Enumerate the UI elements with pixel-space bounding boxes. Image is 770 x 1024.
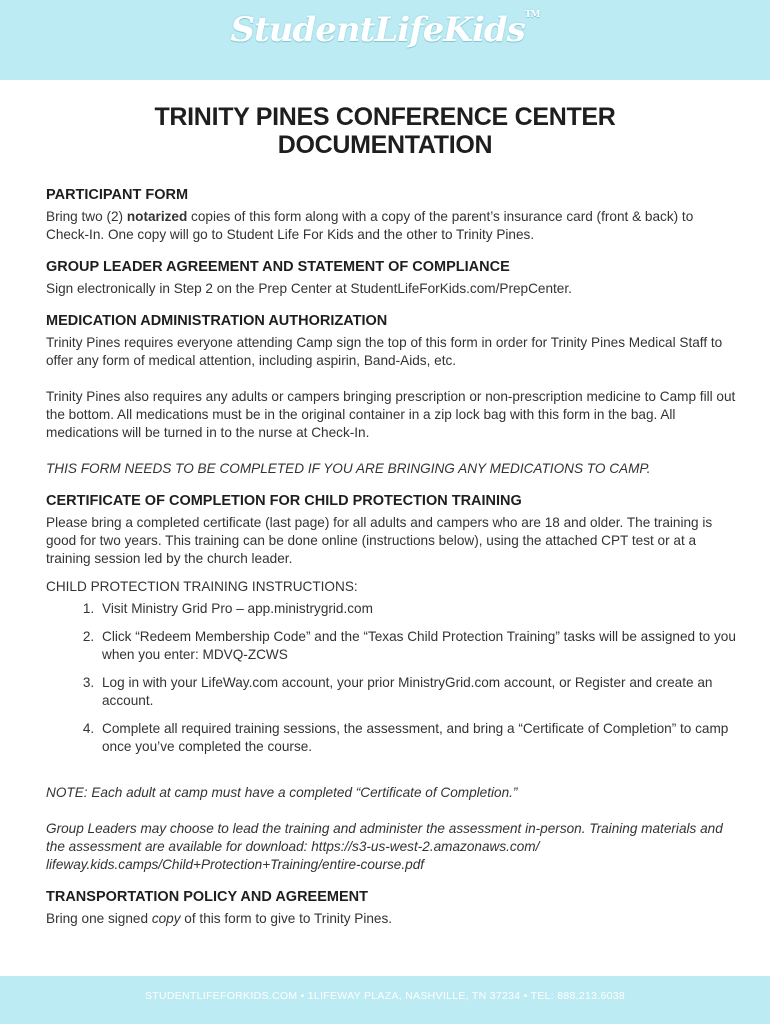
logo-trademark: TM xyxy=(524,10,540,20)
certificate-text: Please bring a completed certificate (last page) for all adults and campers who are 18 and older. The training is good for two years. This training can be done online (instructions below), using the attached CPT test or at a training session led by the church leader. xyxy=(46,515,713,566)
list-item: 4. Complete all required training sessions, the assessment, and bring a “Certificate of Completion” to camp once you’ve completed the course. xyxy=(98,720,736,756)
participant-form-text xyxy=(46,208,736,244)
title-line-2: DOCUMENTATION xyxy=(277,131,493,159)
document-body xyxy=(46,186,736,928)
footer-text: STUDENTLIFEFORKIDS.COM • 1LIFEWAY PLAZA, NASHVILLE, TN 37234 • TEL: 888.213.6038 xyxy=(144,990,626,1002)
logo-text: StudentLifeKids xyxy=(230,10,525,50)
transportation-text xyxy=(46,910,736,928)
group-leaders-note: Group Leaders may choose to lead the training and administer the assessment in-person. Training materials and the assessment are available for download: https://s3-us-west-2.amazonaws.com/ lifeway.kids.camps/Child+Protection+Training/entire-course.pdf xyxy=(46,821,723,872)
participant-text-start: Bring two (2) xyxy=(46,209,127,224)
medication-notice: THIS FORM NEEDS TO BE COMPLETED IF YOU ARE BRINGING ANY MEDICATIONS TO CAMP. xyxy=(46,461,651,476)
participant-text-bold: notarized xyxy=(126,209,188,224)
logo xyxy=(0,10,770,50)
instructions-list xyxy=(46,600,736,756)
title-line-1: TRINITY PINES CONFERENCE CENTER xyxy=(154,103,616,131)
group-leader-heading: GROUP LEADER AGREEMENT AND STATEMENT OF COMPLIANCE xyxy=(46,259,510,275)
participant-form-heading: PARTICIPANT FORM xyxy=(46,187,189,203)
list-item: 1. Visit Ministry Grid Pro – app.ministrygrid.com xyxy=(98,600,736,618)
certificate-heading: CERTIFICATE OF COMPLETION FOR CHILD PROTECTION TRAINING xyxy=(46,493,522,509)
group-leader-text: Sign electronically in Step 2 on the Prep Center at StudentLifeForKids.com/PrepCenter. xyxy=(46,281,572,296)
medication-para-2: Trinity Pines also requires any adults or campers bringing prescription or non-prescription medicine to Camp fill out the bottom. All medications must be in the original container in a zip lock bag with this form in the bag. All medications will be turned in to the nurse at Check-In. xyxy=(46,389,736,440)
medication-para-1: Trinity Pines requires everyone attending Camp sign the top of this form in order for Trinity Pines Medical Staff to offer any form of medical attention, including aspirin, Band-Aids, etc. xyxy=(46,335,723,368)
certificate-note: NOTE: Each adult at camp must have a completed “Certificate of Completion.” xyxy=(46,785,518,800)
medication-heading: MEDICATION ADMINISTRATION AUTHORIZATION xyxy=(46,313,388,329)
instructions-heading: CHILD PROTECTION TRAINING INSTRUCTIONS: xyxy=(46,579,358,594)
list-item: 2. Click “Redeem Membership Code” and the “Texas Child Protection Training” tasks will be assigned to you when you enter: MDVQ-ZCWS xyxy=(98,628,736,664)
list-item: 3. Log in with your LifeWay.com account, your prior MinistryGrid.com account, or Register and create an account. xyxy=(98,674,736,710)
transport-text-end: of this form to give to Trinity Pines. xyxy=(180,911,393,926)
transport-text-start: Bring one signed xyxy=(46,911,152,926)
transport-text-italic: copy xyxy=(151,911,181,926)
participant-text-end: copies of this form along with a copy of the parent’s insurance card (front & back) to Check-In. One copy will go to Student Life For Kids and the other to Trinity Pines. xyxy=(46,209,694,242)
transportation-heading: TRANSPORTATION POLICY AND AGREEMENT xyxy=(46,889,368,905)
page-title xyxy=(0,103,770,159)
